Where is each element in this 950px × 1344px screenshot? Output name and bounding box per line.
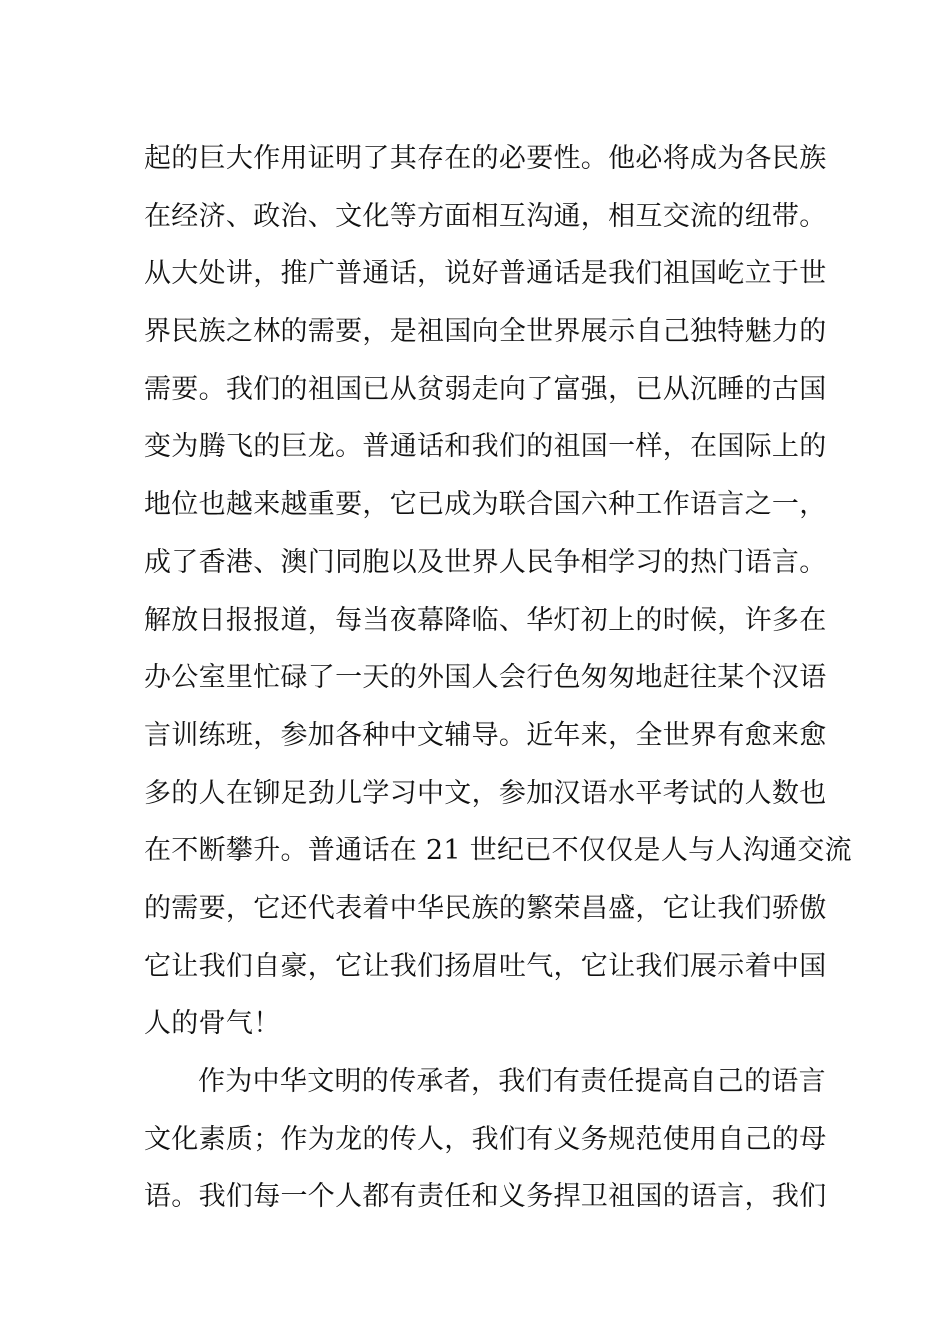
text-line: 解放日报报道，每当夜幕降临、华灯初上的时候，许多在 bbox=[144, 604, 827, 636]
text-line: 办公室里忙碌了一天的外国人会行色匆匆地赶往某个汉语 bbox=[144, 662, 827, 694]
text-line: 它让我们自豪，它让我们扬眉吐气，它让我们展示着中国 bbox=[144, 950, 827, 982]
text-line: 人的骨气！ bbox=[144, 1008, 281, 1040]
body-text bbox=[144, 130, 852, 1226]
text-line: 在经济、政治、文化等方面相互沟通，相互交流的纽带。 bbox=[144, 200, 827, 232]
text-line: 在不断攀升。普通话在 21 世纪已不仅仅是人与人沟通交流 bbox=[144, 835, 852, 867]
text-line: 成了香港、澳门同胞以及世界人民争相学习的热门语言。 bbox=[144, 546, 827, 578]
text-line: 文化素质；作为龙的传人，我们有义务规范使用自己的母 bbox=[144, 1123, 827, 1155]
text-line: 的需要，它还代表着中华民族的繁荣昌盛，它让我们骄傲 bbox=[144, 892, 827, 924]
text-line: 地位也越来越重要，它已成为联合国六种工作语言之一， bbox=[144, 489, 827, 521]
text-line: 需要。我们的祖国已从贫弱走向了富强，已从沉睡的古国 bbox=[144, 373, 827, 405]
text-line: 言训练班，参加各种中文辅导。近年来，全世界有愈来愈 bbox=[144, 719, 827, 751]
text-line: 从大处讲，推广普通话，说好普通话是我们祖国屹立于世 bbox=[144, 258, 827, 290]
text-line: 多的人在铆足劲儿学习中文，参加汉语水平考试的人数也 bbox=[144, 777, 827, 809]
text-line: 界民族之林的需要，是祖国向全世界展示自己独特魅力的 bbox=[144, 316, 827, 348]
text-line: 起的巨大作用证明了其存在的必要性。他必将成为各民族 bbox=[144, 143, 827, 174]
paragraph-start-line: 作为中华文明的传承者，我们有责任提高自己的语言 bbox=[198, 1066, 826, 1097]
text-line: 语。我们每一个人都有责任和义务捍卫祖国的语言，我们 bbox=[144, 1181, 827, 1213]
text-line: 变为腾飞的巨龙。普通话和我们的祖国一样，在国际上的 bbox=[144, 431, 827, 463]
